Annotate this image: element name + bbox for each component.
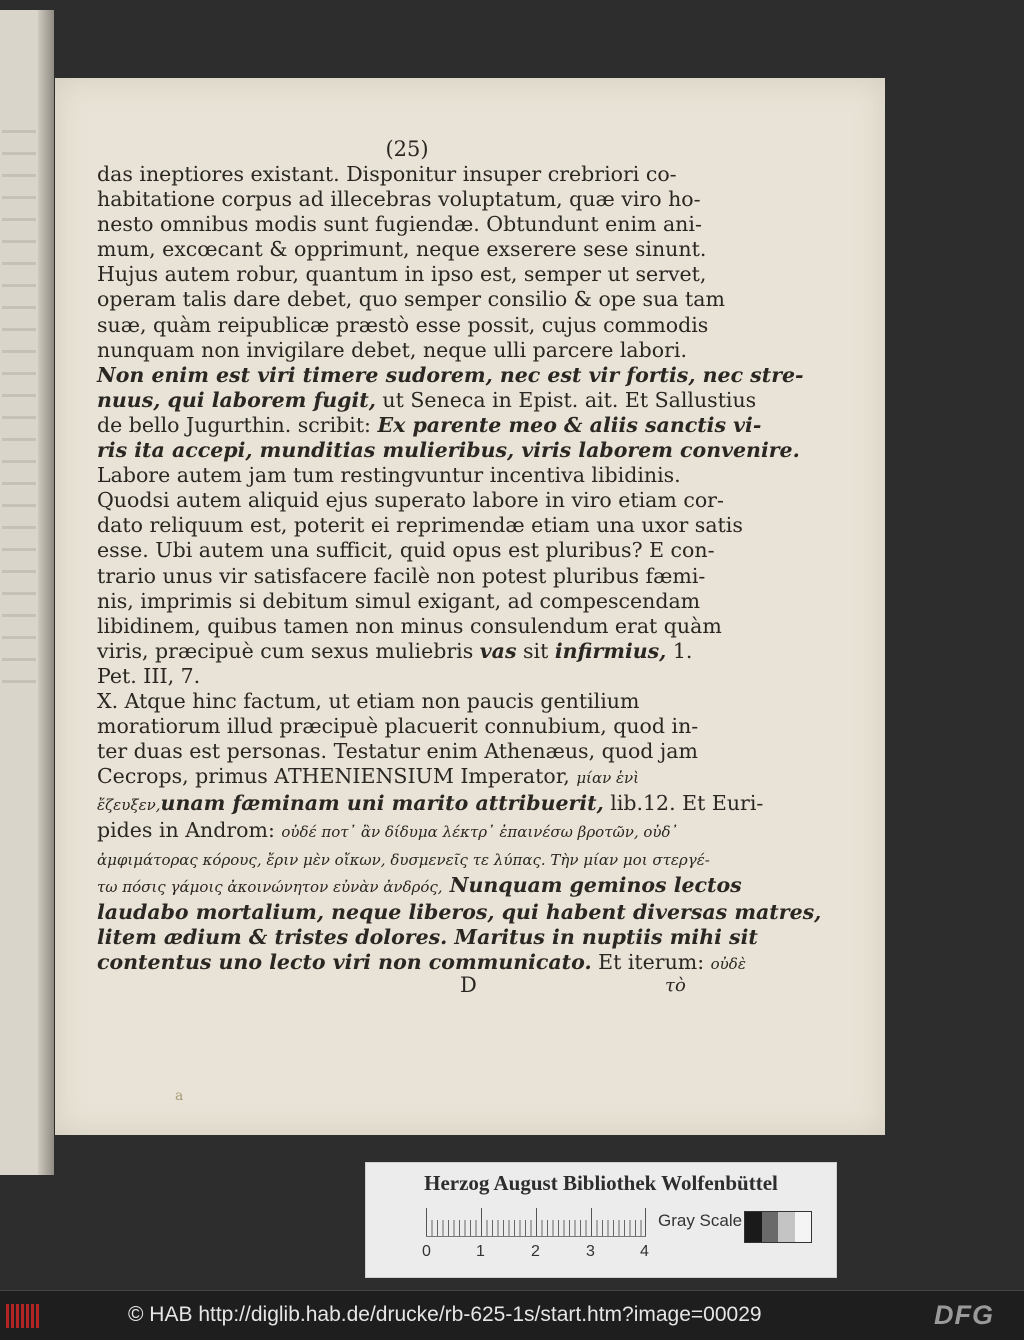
library-name: Herzog August Bibliothek Wolfenbüttel xyxy=(424,1171,778,1195)
text-line xyxy=(97,924,758,950)
text-line xyxy=(97,412,762,438)
text-segment: ter duas est personas. Testatur enim Athenæus, quod jam xyxy=(97,739,698,764)
text-segment: Quodsi autem aliquid ejus superato labore in viro etiam cor- xyxy=(97,488,724,513)
text-line xyxy=(97,872,742,900)
text-line xyxy=(97,949,746,977)
text-line xyxy=(97,899,822,925)
greek-text: τω πόσις γάμοις ἀκοινώνητον εὐνὰν ἀνδρός, xyxy=(97,877,443,896)
gray-swatch xyxy=(745,1212,762,1242)
page-gutter-shadow xyxy=(38,10,54,1175)
text-segment: nis, imprimis si debitum simul exigant, ad compescendam xyxy=(97,588,701,613)
text-line xyxy=(97,362,804,388)
text-line xyxy=(97,513,743,538)
text-segment: trario unus vir satisfacere facilè non potest pluribus fæmi- xyxy=(97,563,706,588)
dfg-logo[interactable]: DFG xyxy=(934,1300,994,1330)
previous-page-text-bleed xyxy=(2,130,36,690)
text-segment: das ineptiores existant. Disponitur insuper crebriori co- xyxy=(97,162,677,186)
text-segment: Hujus autem robur, quantum in ipso est, semper ut servet, xyxy=(97,262,707,287)
text-segment: nunquam non invigilare debet, neque ulli parcere labori. xyxy=(97,337,687,362)
text-segment: moratiorum illud præcipuè placuerit connubium, quod in- xyxy=(97,714,699,739)
text-line xyxy=(97,538,715,563)
text-segment: Pet. III, 7. xyxy=(97,663,201,688)
text-line xyxy=(97,237,707,262)
margin-mark: a xyxy=(175,1088,184,1104)
greek-text: μίαν ἑνὶ xyxy=(576,769,640,788)
text-line xyxy=(97,488,724,513)
text-segment: X. Atque hinc factum, ut etiam non paucis gentilium xyxy=(97,688,640,713)
text-line xyxy=(97,639,697,664)
italic-text: Nunquam geminos lectos xyxy=(442,872,742,897)
text-line xyxy=(97,212,702,237)
text-line xyxy=(97,739,697,764)
text-line xyxy=(97,664,697,689)
ruler-number: 0 xyxy=(422,1243,431,1260)
ruler-major-tick xyxy=(481,1208,482,1236)
text-segment: 1. xyxy=(666,638,693,663)
book-page xyxy=(55,78,885,1135)
text-segment: libidinem, quibus tamen non minus consulendum erat quàm xyxy=(97,613,722,638)
text-segment: esse. Ubi autem una sufficit, quid opus est pluribus? E con- xyxy=(97,538,715,563)
greek-text: ἔζευξεν, xyxy=(97,796,161,815)
text-lines xyxy=(97,162,822,977)
footer-bar xyxy=(0,1290,1024,1340)
text-line xyxy=(97,162,697,187)
italic-text: Non enim est viri timere sudorem, nec est vir fortis, nec stre- xyxy=(97,362,804,387)
hab-logo-icon[interactable] xyxy=(6,1304,40,1328)
text-segment: sit xyxy=(516,638,555,663)
text-line xyxy=(97,791,764,818)
gray-scale-label: Gray Scale xyxy=(658,1211,743,1230)
catchword: τὸ xyxy=(665,975,686,996)
text-segment: suæ, quàm reipublicæ præstò esse possit, cujus commodis xyxy=(97,312,709,337)
ruler-number: 2 xyxy=(531,1243,540,1260)
text-line xyxy=(97,588,701,614)
text-line xyxy=(97,818,697,845)
text-line xyxy=(97,262,707,287)
text-segment: Cecrops, primus ATHENIENSIUM Imperator, xyxy=(97,764,577,789)
gray-swatch xyxy=(762,1212,779,1242)
text-line xyxy=(97,714,697,739)
greek-text: ἀμφιμάτορας κόρους, ἔριν μὲν οἴκων, δυσμενεῖς τε λύπας. Τὴν μίαν μοι στεργέ- xyxy=(97,850,710,869)
text-line xyxy=(97,287,725,312)
text-line xyxy=(97,338,697,363)
italic-text: nuus, qui laborem fugit, xyxy=(97,387,376,412)
text-line xyxy=(97,764,697,791)
text-segment: pides in Androm: xyxy=(97,818,282,843)
ruler-major-tick xyxy=(536,1208,537,1236)
page-text-block xyxy=(97,137,822,977)
text-segment: mum, excœcant & opprimunt, neque exserere sese sinunt. xyxy=(97,237,707,262)
gray-scale-swatches xyxy=(744,1211,812,1243)
text-line xyxy=(97,846,710,873)
copyright-link[interactable]: © HAB http://diglib.hab.de/drucke/rb-625-1s/start.htm?image=00029 xyxy=(128,1303,762,1326)
italic-text: unam fæminam uni marito attribuerit, xyxy=(160,791,604,816)
text-line xyxy=(97,312,709,338)
text-line xyxy=(97,689,697,714)
italic-text: contentus uno lecto viri non communicato. xyxy=(97,949,592,974)
signature-mark: D xyxy=(460,973,477,997)
greek-text: οὐδέ ποτ᾽ ἂν δίδυμα λέκτρ᾽ ἐπαινέσω βροτῶν, οὐδ᾽ xyxy=(281,823,679,842)
ruler-major-tick xyxy=(426,1208,427,1236)
text-segment: ut Seneca in Epist. ait. Et Sallustius xyxy=(375,387,757,412)
text-segment: de bello Jugurthin. scribit: xyxy=(97,412,378,437)
page-number: (25) xyxy=(385,137,429,161)
text-segment: nesto omnibus modis sunt fugiendæ. Obtundunt enim ani- xyxy=(97,212,702,237)
text-segment: operam talis dare debet, quo semper consilio & ope sua tam xyxy=(97,287,725,312)
ruler-number: 1 xyxy=(476,1243,485,1260)
gray-swatch xyxy=(778,1212,795,1242)
text-line xyxy=(97,187,701,212)
italic-text: laudabo mortalium, neque liberos, qui habent diversas matres, xyxy=(97,899,822,924)
italic-text: litem ædium & tristes dolores. Maritus in nuptiis mihi sit xyxy=(97,924,758,949)
color-target-card xyxy=(365,1162,837,1278)
greek-text: οὐδὲ xyxy=(710,954,746,973)
text-segment: lib.12. Et Euri- xyxy=(603,791,764,816)
text-line xyxy=(97,438,800,463)
text-line xyxy=(97,387,757,413)
text-segment: Labore autem jam tum restingvuntur incentiva libidinis. xyxy=(97,463,681,488)
ruler-number: 4 xyxy=(640,1243,649,1260)
italic-text: Ex parente meo & aliis sanctis vi- xyxy=(377,412,762,437)
gray-swatch xyxy=(795,1212,812,1242)
italic-text: ris ita accepi, munditias mulieribus, viris laborem convenire. xyxy=(97,438,800,463)
text-line xyxy=(97,463,697,488)
text-segment: Et iterum: xyxy=(591,949,711,974)
text-segment: viris, præcipuè cum sexus muliebris xyxy=(97,638,480,663)
text-segment: habitatione corpus ad illecebras voluptatum, quæ viro ho- xyxy=(97,187,701,212)
text-segment: dato reliquum est, poterit ei reprimendæ etiam una uxor satis xyxy=(97,513,743,538)
ruler-number: 3 xyxy=(586,1243,595,1260)
text-line xyxy=(97,563,706,589)
italic-text: vas xyxy=(479,638,517,663)
italic-text: infirmius, xyxy=(554,638,667,663)
text-line xyxy=(97,613,722,639)
ruler-major-tick xyxy=(645,1208,646,1236)
ruler-major-tick xyxy=(591,1208,592,1236)
